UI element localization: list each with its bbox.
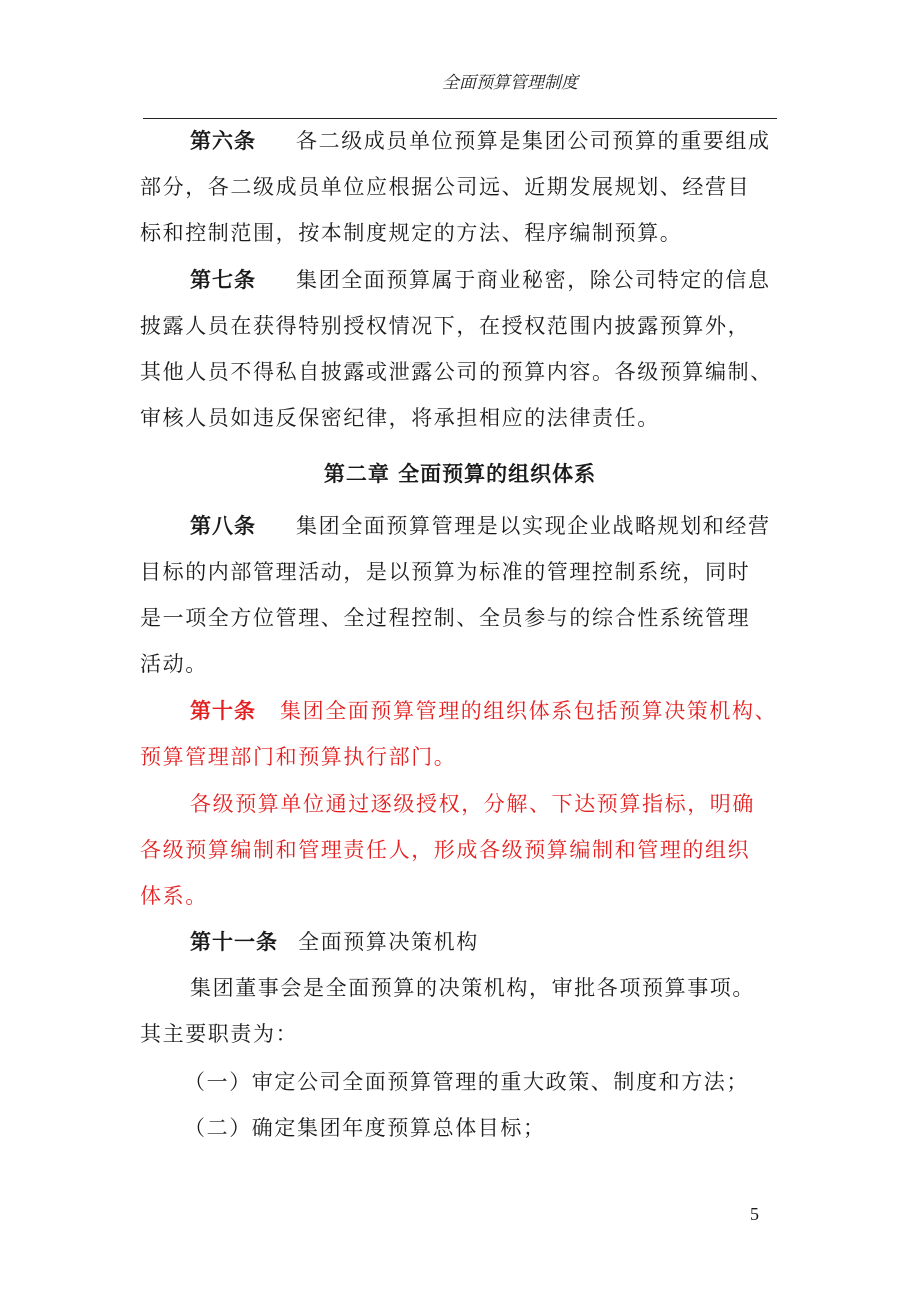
article-8-line-4: 活动。 — [140, 652, 208, 676]
article-7-label: 第七条 — [190, 268, 256, 292]
article-6-line-2: 部分，各二级成员单位应根据公司远、近期发展规划、经营目 — [140, 175, 751, 199]
article-11-title: 全面预算决策机构 — [298, 930, 479, 954]
article-8-line-3: 是一项全方位管理、全过程控制、全员参与的综合性系统管理 — [140, 606, 751, 630]
article-8-text-1: 集团全面预算管理是以实现企业战略规划和经营 — [296, 514, 771, 538]
article-7-line-3: 其他人员不得私自披露或泄露公司的预算内容。各级预算编制、 — [140, 360, 773, 384]
article-7-line-2: 披露人员在获得特别授权情况下，在授权范围内披露预算外， — [140, 314, 751, 338]
running-header: 全面预算管理制度 — [442, 73, 578, 93]
article-7-line-4: 审核人员如违反保密纪律，将承担相应的法律责任。 — [140, 406, 660, 430]
article-10-para2-line-1: 各级预算单位通过逐级授权，分解、下达预算指标，明确 — [190, 792, 755, 816]
article-10-para2-line-2: 各级预算编制和管理责任人，形成各级预算编制和管理的组织 — [140, 838, 751, 862]
article-11-line-3: 其主要职责为： — [140, 1022, 299, 1046]
article-11-line-2: 集团董事会是全面预算的决策机构，审批各项预算事项。 — [190, 976, 755, 1000]
article-10-label: 第十条 — [190, 699, 256, 723]
article-6-text-1: 各二级成员单位预算是集团公司预算的重要组成 — [296, 129, 771, 153]
chapter-heading: 第二章 全面预算的组织体系 — [323, 462, 597, 486]
article-11-item-2: （二）确定集团年度预算总体目标； — [184, 1116, 546, 1140]
article-10-text-1: 集团全面预算管理的组织体系包括预算决策机构、 — [280, 699, 778, 723]
article-10-line-2: 预算管理部门和预算执行部门。 — [140, 745, 457, 769]
article-10-line-1 — [190, 696, 790, 726]
article-8-line-2: 目标的内部管理活动，是以预算为标准的管理控制系统，同时 — [140, 560, 751, 584]
article-7-text-1: 集团全面预算属于商业秘密，除公司特定的信息 — [296, 268, 771, 292]
article-6-line-3: 标和控制范围，按本制度规定的方法、程序编制预算。 — [140, 221, 683, 245]
article-6-label: 第六条 — [190, 129, 256, 153]
header-rule — [143, 118, 777, 119]
article-8-line-1 — [190, 511, 790, 541]
article-10-para2-line-3: 体系。 — [140, 884, 208, 908]
article-6-line-1 — [190, 126, 790, 156]
article-8-label: 第八条 — [190, 514, 256, 538]
article-11-label: 第十一条 — [190, 930, 278, 954]
article-7-line-1 — [190, 265, 790, 295]
article-11-line-1 — [190, 927, 790, 957]
article-11-item-1: （一）审定公司全面预算管理的重大政策、制度和方法； — [184, 1070, 749, 1094]
page-number: 5 — [750, 1204, 759, 1224]
